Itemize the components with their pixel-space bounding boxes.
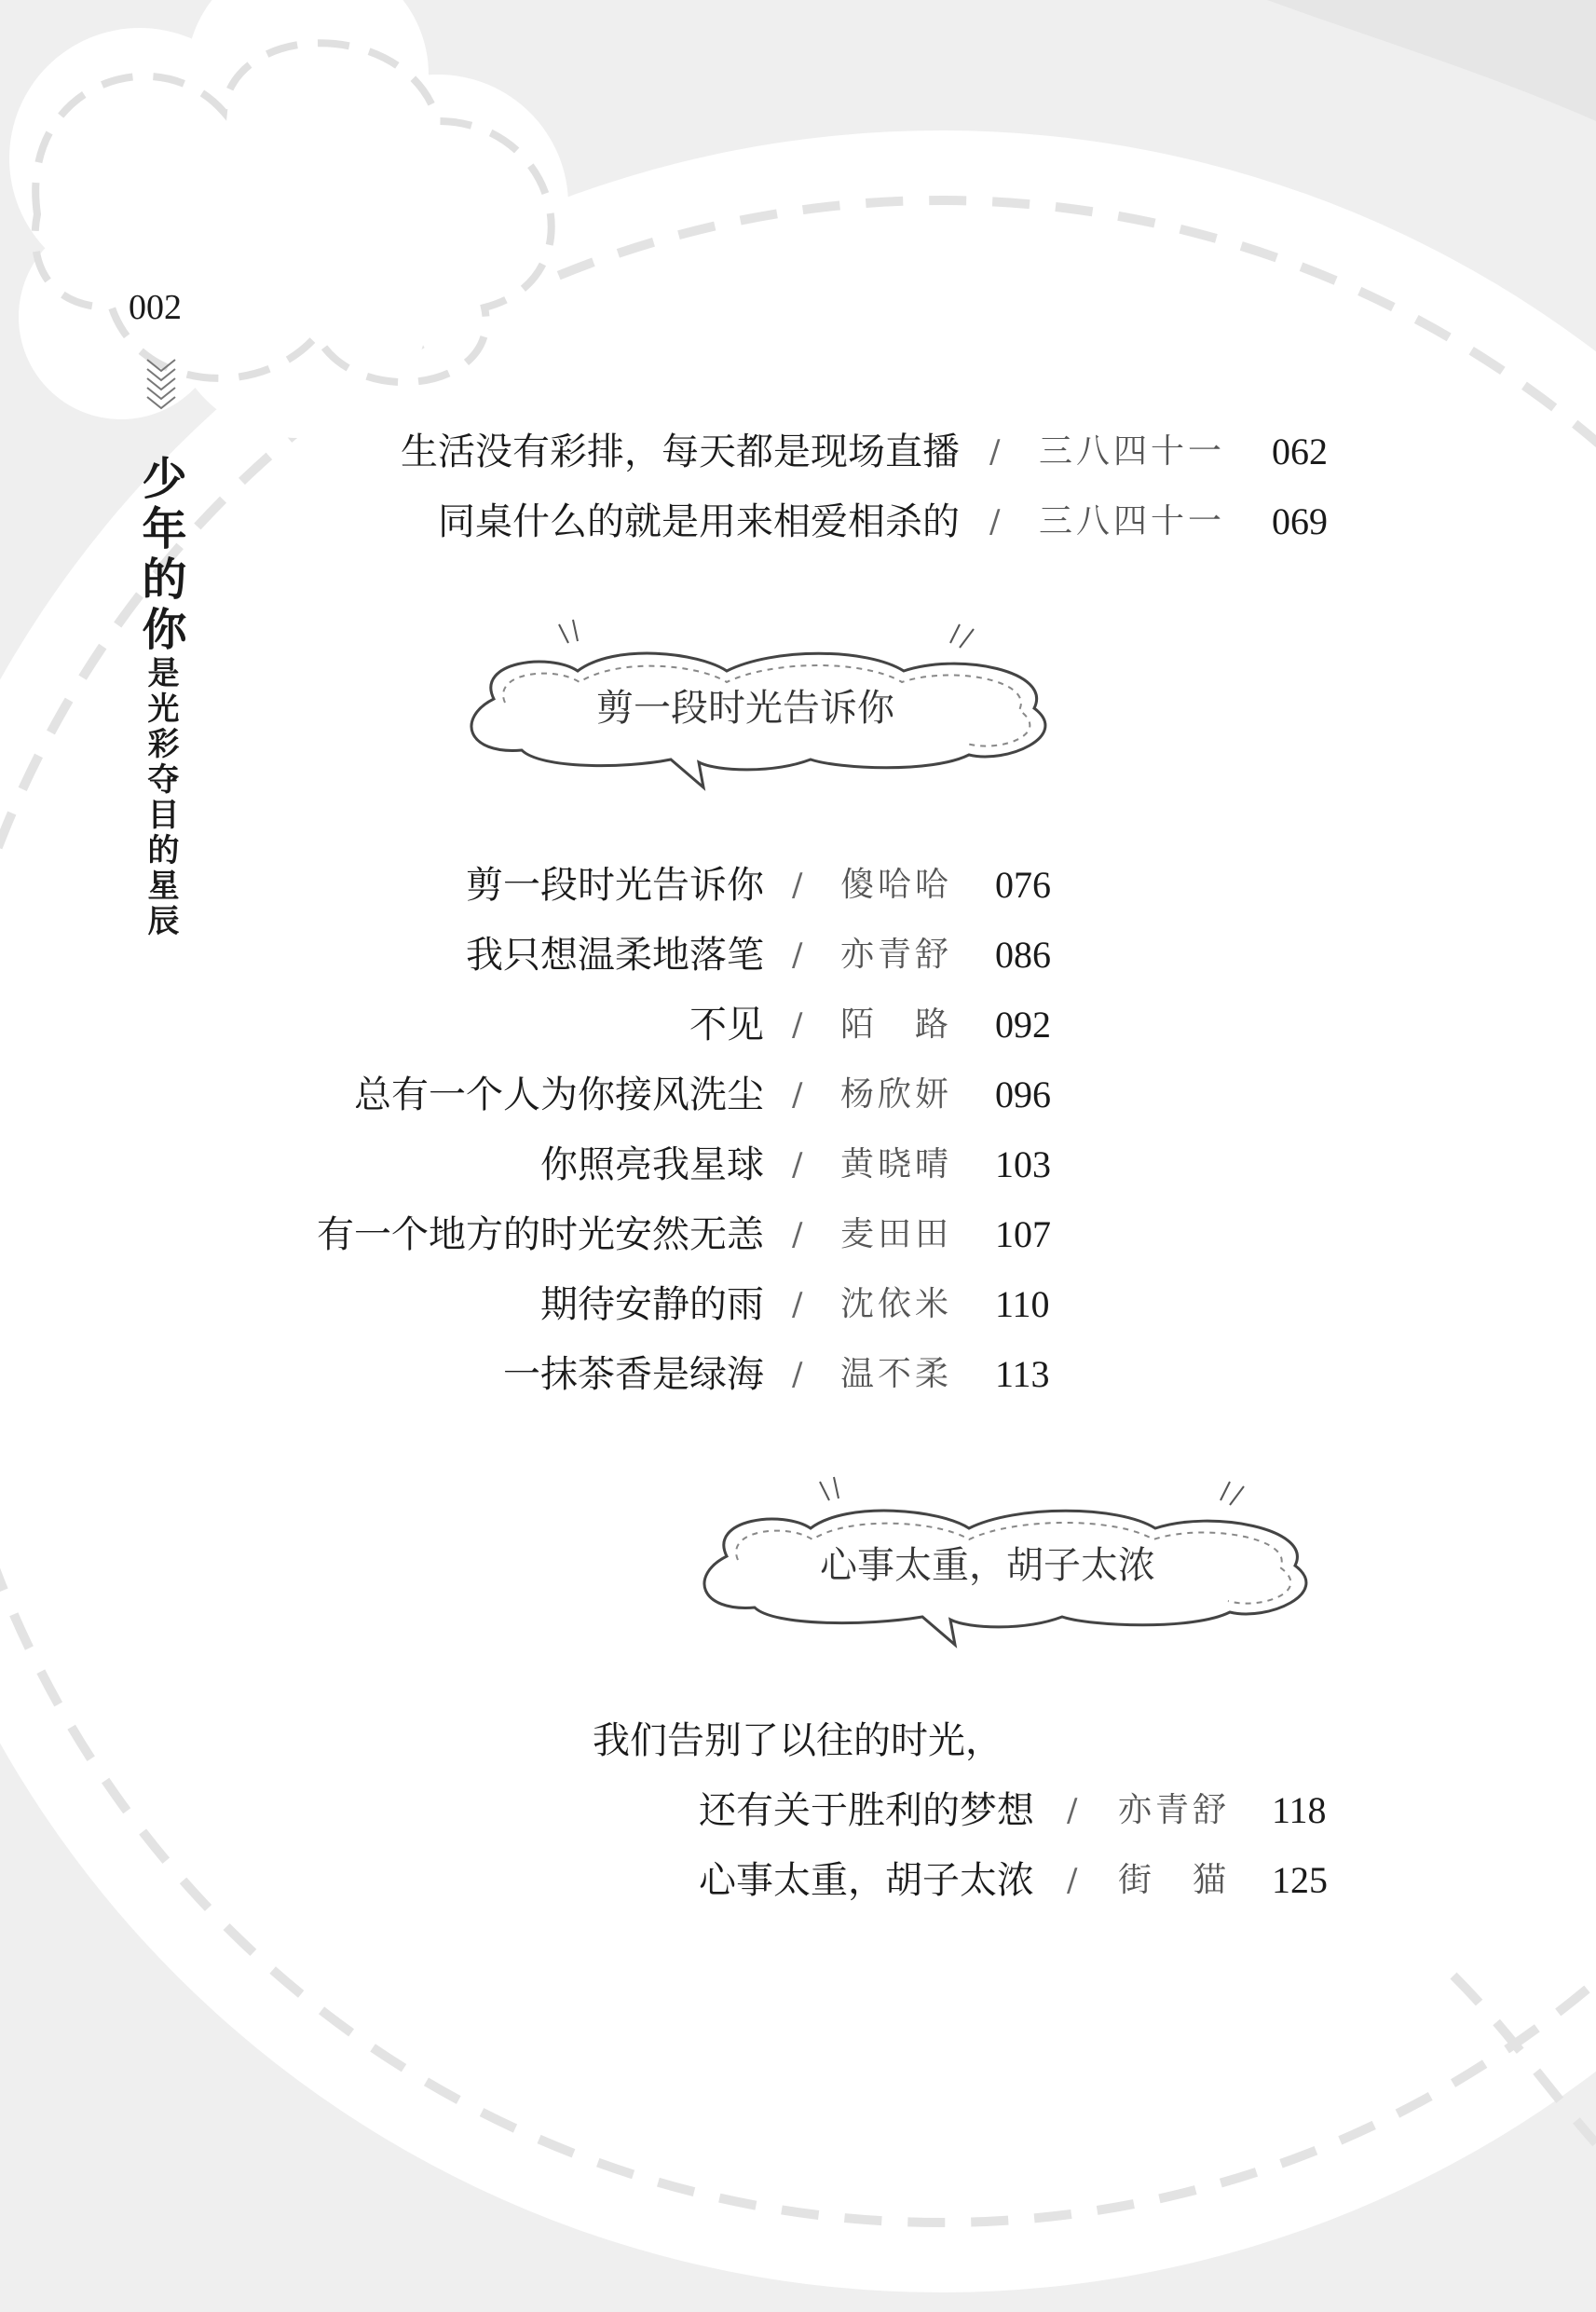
- toc-entry[interactable]: [0, 1067, 1062, 1123]
- toc-entry-first-line[interactable]: [593, 1713, 1152, 1769]
- entry-author: 傻哈哈: [840, 866, 953, 904]
- entry-author: 黄晓晴: [840, 1145, 953, 1183]
- entry-title: 同桌什么的就是用来相爱相杀的: [438, 500, 960, 543]
- entry-title: 剪一段时光告诉你: [466, 864, 764, 907]
- entry-page: 086: [995, 934, 1051, 976]
- entry-separator: /: [792, 1006, 803, 1044]
- entry-separator: /: [792, 867, 803, 904]
- entry-separator: /: [989, 503, 1001, 540]
- book-title-main: 少年的你: [134, 455, 186, 656]
- entry-title: 你照亮我星球: [540, 1143, 764, 1186]
- entry-author: 街 猫: [1118, 1861, 1231, 1899]
- entry-author: 杨欣妍: [840, 1075, 953, 1114]
- entry-separator: /: [792, 937, 803, 974]
- entry-page: 069: [1272, 500, 1328, 542]
- entry-page: 092: [995, 1004, 1051, 1046]
- entry-separator: /: [1067, 1792, 1078, 1829]
- entry-title: 生活没有彩排，每天都是现场直播: [401, 431, 960, 473]
- entry-separator: /: [792, 1286, 803, 1323]
- chevron-down-icon: [145, 356, 177, 421]
- toc-entry[interactable]: [0, 927, 1062, 983]
- book-title-sub: 是光彩夺目的星辰: [142, 656, 179, 939]
- entry-author: 亦青舒: [840, 936, 953, 974]
- entry-page: 125: [1272, 1859, 1328, 1901]
- entry-title: 不见: [689, 1004, 764, 1047]
- entry-title: 还有关于胜利的梦想: [699, 1789, 1034, 1832]
- entry-page: 103: [995, 1143, 1051, 1185]
- entry-separator: /: [1067, 1862, 1078, 1899]
- toc-entry[interactable]: [0, 1137, 1062, 1193]
- page-number: 002: [129, 288, 182, 327]
- section-title: 心事太重，胡子太浓: [820, 1544, 1155, 1587]
- entry-author: 陌 路: [840, 1006, 953, 1044]
- toc-entry[interactable]: [0, 1207, 1062, 1263]
- entry-title: 总有一个人为你接风洗尘: [354, 1074, 764, 1116]
- entry-author: 三八四十一: [1039, 502, 1226, 540]
- entry-title: 期待安静的雨: [540, 1283, 764, 1326]
- entry-separator: /: [792, 1146, 803, 1183]
- entry-separator: /: [989, 433, 1001, 471]
- toc-entry[interactable]: [0, 424, 1332, 480]
- entry-page: 062: [1272, 431, 1328, 472]
- entry-title: 心事太重，胡子太浓: [699, 1859, 1034, 1902]
- toc-entry[interactable]: [0, 1347, 1062, 1402]
- toc-entry[interactable]: [0, 494, 1332, 550]
- entry-author: 沈依米: [840, 1285, 953, 1323]
- entry-page: 118: [1272, 1789, 1327, 1831]
- entry-title: 有一个地方的时光安然无恙: [317, 1213, 764, 1256]
- toc-entry[interactable]: [0, 1277, 1062, 1333]
- toc-entry[interactable]: [0, 1853, 1332, 1908]
- entry-page: 113: [995, 1353, 1050, 1395]
- toc-entry[interactable]: [0, 997, 1062, 1053]
- entry-author: 麦田田: [840, 1215, 953, 1253]
- entry-author: 亦青舒: [1118, 1791, 1231, 1829]
- entry-page: 110: [995, 1283, 1050, 1325]
- entry-title-line1: 我们告别了以往的时光，: [593, 1719, 1003, 1762]
- toc-entry[interactable]: [0, 857, 1062, 913]
- entry-author: 三八四十一: [1039, 432, 1226, 471]
- entry-title: 一抹茶香是绿海: [503, 1353, 764, 1396]
- entry-separator: /: [792, 1356, 803, 1393]
- entry-separator: /: [792, 1076, 803, 1114]
- entry-separator: /: [792, 1216, 803, 1253]
- entry-author: 温不柔: [840, 1355, 953, 1393]
- entry-title: 我只想温柔地落笔: [466, 934, 764, 977]
- toc-entry[interactable]: [0, 1783, 1332, 1839]
- section-title: 剪一段时光告诉你: [596, 687, 894, 730]
- entry-page: 096: [995, 1074, 1051, 1115]
- entry-page: 107: [995, 1213, 1051, 1255]
- entry-page: 076: [995, 864, 1051, 906]
